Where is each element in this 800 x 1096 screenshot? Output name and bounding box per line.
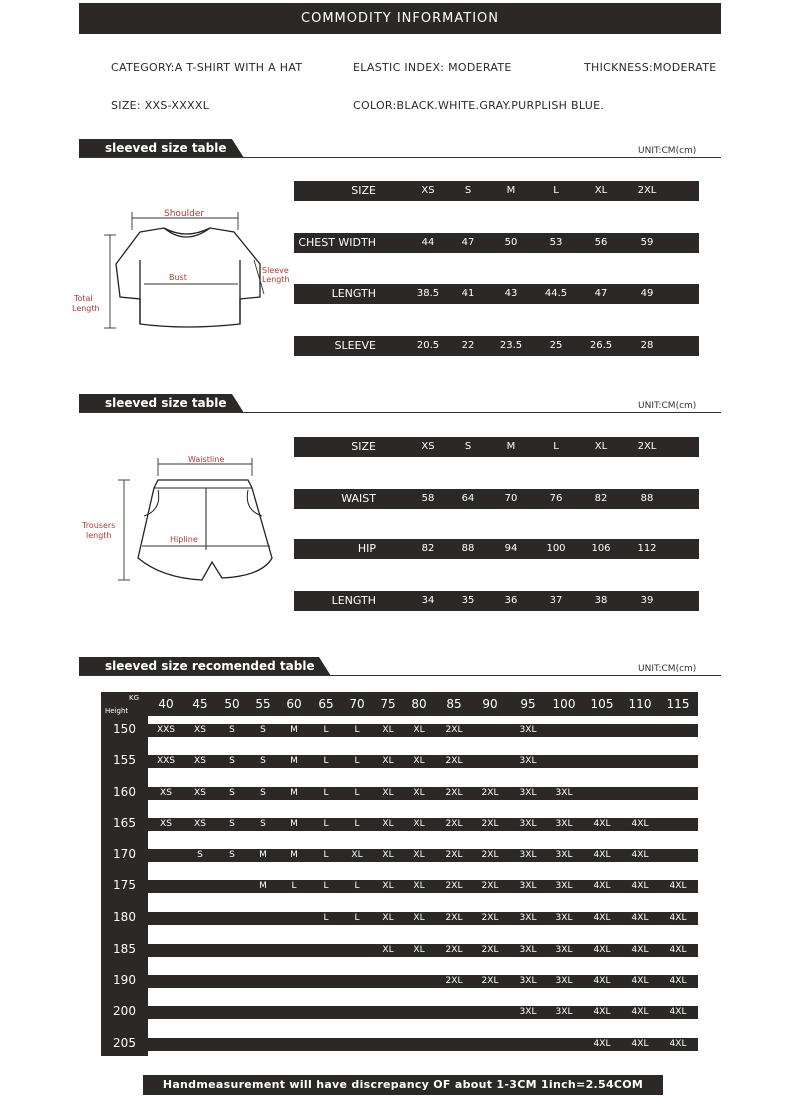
pants-size-cell: 88 bbox=[640, 493, 654, 504]
height-value: 155 bbox=[113, 753, 136, 767]
trousers-length-label-2: length bbox=[86, 531, 112, 540]
shirt-size-cell: M bbox=[506, 185, 516, 196]
recommend-cell: M bbox=[259, 850, 267, 860]
shirt-size-cell: 44 bbox=[421, 237, 435, 248]
recommend-cell: L bbox=[354, 881, 360, 891]
recommend-cell: XS bbox=[160, 819, 172, 829]
height-value: 150 bbox=[113, 722, 136, 736]
shirt-size-row bbox=[294, 181, 699, 201]
recommend-cell: M bbox=[259, 881, 267, 891]
pants-size-cell: 36 bbox=[504, 595, 518, 606]
shirt-size-row bbox=[294, 336, 699, 356]
recommend-row bbox=[148, 880, 698, 893]
shirt-size-cell: 43 bbox=[504, 288, 518, 299]
pants-size-cell: XS bbox=[421, 441, 435, 452]
recommend-cell: 4XL bbox=[631, 945, 649, 955]
shirt-section-title: sleeved size table bbox=[79, 139, 232, 158]
pants-size-row bbox=[294, 437, 699, 457]
recommend-cell: M bbox=[290, 756, 298, 766]
recommend-cell: 2XL bbox=[445, 913, 463, 923]
shirt-size-cell: S bbox=[464, 185, 472, 196]
recommend-cell: 4XL bbox=[593, 1039, 611, 1049]
recommend-cell: 2XL bbox=[445, 725, 463, 735]
pants-section-title: sleeved size table bbox=[79, 394, 232, 413]
pants-size-cell: 88 bbox=[461, 543, 475, 554]
shirt-size-cell: 25 bbox=[549, 340, 563, 351]
recommend-cell: 3XL bbox=[519, 819, 537, 829]
recommend-cell: 3XL bbox=[555, 788, 573, 798]
recommend-cell: XL bbox=[413, 850, 425, 860]
shirt-size-cell: 49 bbox=[640, 288, 654, 299]
recommend-cell: M bbox=[290, 788, 298, 798]
pants-size-cell: 35 bbox=[461, 595, 475, 606]
recommend-row bbox=[148, 1038, 698, 1051]
recommend-cell: 3XL bbox=[519, 976, 537, 986]
pants-size-cell: 94 bbox=[504, 543, 518, 554]
shirt-size-cell: 26.5 bbox=[589, 340, 613, 351]
recommend-cell: XS bbox=[194, 788, 206, 798]
weight-header-cell: 110 bbox=[628, 697, 652, 711]
shirt-size-cell: 59 bbox=[640, 237, 654, 248]
recommend-cell: L bbox=[323, 725, 329, 735]
recommend-cell: 3XL bbox=[519, 850, 537, 860]
info-color: COLOR:BLACK.WHITE.GRAY.PURPLISH BLUE. bbox=[353, 99, 605, 112]
recommend-row bbox=[148, 849, 698, 862]
recommend-cell: 4XL bbox=[669, 1007, 687, 1017]
shirt-size-cell: 47 bbox=[461, 237, 475, 248]
shirt-unit-label: UNIT:CM(cm) bbox=[638, 146, 697, 156]
pants-size-cell: 76 bbox=[549, 493, 563, 504]
weight-header-cell: 85 bbox=[446, 697, 462, 711]
pants-diagram bbox=[72, 450, 292, 590]
recommend-cell: XXS bbox=[156, 756, 176, 766]
recommend-cell: M bbox=[290, 850, 298, 860]
info-size: SIZE: XXS-XXXXL bbox=[111, 99, 210, 112]
recommend-cell: 4XL bbox=[631, 1007, 649, 1017]
weight-header-cell: 75 bbox=[380, 697, 396, 711]
recommend-cell: L bbox=[323, 756, 329, 766]
height-value: 180 bbox=[113, 910, 136, 924]
recommend-cell: 4XL bbox=[593, 819, 611, 829]
recommend-cell: L bbox=[323, 819, 329, 829]
recommend-cell: 2XL bbox=[445, 756, 463, 766]
height-value: 205 bbox=[113, 1036, 136, 1050]
recommend-cell: L bbox=[354, 725, 360, 735]
recommend-cell: XL bbox=[382, 881, 394, 891]
recommend-row bbox=[148, 724, 698, 737]
recommend-cell: 4XL bbox=[669, 881, 687, 891]
recommend-cell: XS bbox=[160, 788, 172, 798]
pants-size-cell: 82 bbox=[594, 493, 608, 504]
recommend-cell: XL bbox=[382, 756, 394, 766]
pants-size-cell: 100 bbox=[546, 543, 566, 554]
pants-size-cell: 58 bbox=[421, 493, 435, 504]
recommend-cell: 3XL bbox=[519, 945, 537, 955]
recommend-cell: 3XL bbox=[519, 788, 537, 798]
pants-size-cell: 37 bbox=[549, 595, 563, 606]
shirt-size-cell: 41 bbox=[461, 288, 475, 299]
shirt-size-cell: 2XL bbox=[637, 185, 657, 196]
recommend-cell: XS bbox=[194, 725, 206, 735]
height-value: 175 bbox=[113, 878, 136, 892]
info-elastic: ELASTIC INDEX: MODERATE bbox=[353, 61, 512, 74]
weight-header-cell: 50 bbox=[224, 697, 240, 711]
recommend-cell: 4XL bbox=[631, 850, 649, 860]
page-title: COMMODITY INFORMATION bbox=[79, 3, 721, 34]
shoulder-label: Shoulder bbox=[164, 209, 205, 219]
recommend-cell: XL bbox=[413, 913, 425, 923]
pants-size-row-label: SIZE bbox=[351, 440, 376, 453]
height-value: 185 bbox=[113, 942, 136, 956]
recommend-row bbox=[148, 755, 698, 768]
height-value: 165 bbox=[113, 816, 136, 830]
recommend-cell: 4XL bbox=[593, 1007, 611, 1017]
recommend-cell: 2XL bbox=[445, 850, 463, 860]
shirt-size-cell: 53 bbox=[549, 237, 563, 248]
weight-header-cell: 115 bbox=[666, 697, 690, 711]
recommend-row bbox=[148, 975, 698, 988]
weight-header-cell: 40 bbox=[158, 697, 174, 711]
info-category: CATEGORY:A T-SHIRT WITH A HAT bbox=[111, 61, 303, 74]
shirt-size-cell: 20.5 bbox=[416, 340, 440, 351]
recommend-cell: XL bbox=[351, 850, 363, 860]
recommend-cell: 2XL bbox=[481, 913, 499, 923]
height-value: 190 bbox=[113, 973, 136, 987]
pants-size-cell: 70 bbox=[504, 493, 518, 504]
waistline-label: Waistline bbox=[188, 455, 225, 464]
shirt-size-row-label: CHEST WIDTH bbox=[298, 236, 376, 249]
recommend-unit-label: UNIT:CM(cm) bbox=[638, 664, 697, 674]
recommend-section-title: sleeved size recomended table bbox=[79, 657, 319, 676]
recommend-cell: XL bbox=[413, 881, 425, 891]
recommend-cell: S bbox=[260, 725, 266, 735]
recommend-cell: XL bbox=[413, 756, 425, 766]
recommend-cell: XL bbox=[382, 819, 394, 829]
recommend-cell: 3XL bbox=[519, 913, 537, 923]
pants-section-divider bbox=[79, 412, 721, 413]
pants-size-cell: S bbox=[464, 441, 472, 452]
recommend-cell: 3XL bbox=[555, 1007, 573, 1017]
weight-header-cell: 65 bbox=[318, 697, 334, 711]
pants-size-cell: XL bbox=[594, 441, 608, 452]
recommend-cell: S bbox=[229, 788, 235, 798]
weight-header-cell: 100 bbox=[552, 697, 576, 711]
recommend-cell: 2XL bbox=[481, 945, 499, 955]
recommend-cell: 4XL bbox=[669, 913, 687, 923]
recommend-cell: XL bbox=[413, 788, 425, 798]
recommend-section-divider bbox=[79, 675, 721, 676]
recommend-cell: L bbox=[323, 850, 329, 860]
recommend-cell: M bbox=[290, 725, 298, 735]
recommend-cell: M bbox=[290, 819, 298, 829]
shirt-size-cell: 47 bbox=[594, 288, 608, 299]
recommend-cell: 3XL bbox=[555, 976, 573, 986]
shirt-size-cell: 28 bbox=[640, 340, 654, 351]
shirt-size-row bbox=[294, 233, 699, 253]
trousers-length-label-1: Trousers bbox=[82, 521, 116, 530]
shirt-size-cell: XL bbox=[594, 185, 608, 196]
recommend-row bbox=[148, 787, 698, 800]
pants-size-cell: L bbox=[553, 441, 559, 452]
recommend-cell: 4XL bbox=[669, 945, 687, 955]
recommend-cell: L bbox=[354, 788, 360, 798]
recommend-cell: L bbox=[291, 881, 297, 891]
bust-label: Bust bbox=[169, 273, 187, 282]
recommend-cell: L bbox=[323, 881, 329, 891]
recommend-cell: S bbox=[229, 819, 235, 829]
pants-size-row-label: HIP bbox=[357, 542, 376, 555]
recommend-cell: XS bbox=[194, 819, 206, 829]
recommend-cell: L bbox=[323, 913, 329, 923]
recommend-cell: 3XL bbox=[519, 881, 537, 891]
recommend-row bbox=[148, 944, 698, 957]
sleeve-label-2: Length bbox=[262, 275, 290, 284]
recommend-cell: S bbox=[260, 819, 266, 829]
recommend-cell: 3XL bbox=[555, 913, 573, 923]
recommend-cell: 2XL bbox=[481, 819, 499, 829]
height-value: 170 bbox=[113, 847, 136, 861]
recommend-cell: 3XL bbox=[555, 819, 573, 829]
pants-size-row bbox=[294, 489, 699, 509]
recommend-cell: XS bbox=[194, 756, 206, 766]
info-thickness: THICKNESS:MODERATE bbox=[584, 61, 717, 74]
recommend-cell: XL bbox=[382, 788, 394, 798]
recommend-cell: 4XL bbox=[593, 913, 611, 923]
pants-size-row bbox=[294, 591, 699, 611]
shirt-section-divider bbox=[79, 157, 721, 158]
recommend-cell: 4XL bbox=[631, 976, 649, 986]
shirt-size-cell: 22 bbox=[461, 340, 475, 351]
recommend-cell: 3XL bbox=[519, 725, 537, 735]
recommend-cell: 2XL bbox=[445, 881, 463, 891]
height-label: Height bbox=[105, 707, 129, 715]
recommend-cell: L bbox=[354, 913, 360, 923]
recommend-cell: 4XL bbox=[669, 976, 687, 986]
recommend-cell: XL bbox=[382, 850, 394, 860]
recommend-cell: S bbox=[229, 850, 235, 860]
recommend-cell: L bbox=[354, 819, 360, 829]
shirt-size-cell: 23.5 bbox=[499, 340, 523, 351]
recommend-cell: 2XL bbox=[481, 788, 499, 798]
recommend-cell: 4XL bbox=[669, 1039, 687, 1049]
shirt-size-cell: 56 bbox=[594, 237, 608, 248]
weight-header-cell: 45 bbox=[192, 697, 208, 711]
recommend-cell: XL bbox=[382, 913, 394, 923]
recommend-cell: 4XL bbox=[631, 819, 649, 829]
recommend-cell: 4XL bbox=[593, 850, 611, 860]
recommend-cell: 4XL bbox=[593, 945, 611, 955]
pants-unit-label: UNIT:CM(cm) bbox=[638, 401, 697, 411]
recommend-cell: 2XL bbox=[445, 945, 463, 955]
weight-header-cell: 105 bbox=[590, 697, 614, 711]
total-length-label-2: Length bbox=[72, 304, 100, 313]
pants-size-cell: 112 bbox=[637, 543, 657, 554]
shirt-size-cell: 38.5 bbox=[416, 288, 440, 299]
shirt-size-row-label: SLEEVE bbox=[334, 339, 376, 352]
recommend-cell: XL bbox=[413, 819, 425, 829]
recommend-row bbox=[148, 818, 698, 831]
pants-size-cell: M bbox=[506, 441, 516, 452]
recommend-row bbox=[148, 1006, 698, 1019]
weight-header-cell: 90 bbox=[482, 697, 498, 711]
recommend-cell: XL bbox=[413, 725, 425, 735]
pants-size-cell: 38 bbox=[594, 595, 608, 606]
recommend-cell: XL bbox=[413, 945, 425, 955]
recommend-cell: XXS bbox=[156, 725, 176, 735]
recommend-cell: S bbox=[197, 850, 203, 860]
weight-header-cell: 80 bbox=[411, 697, 427, 711]
recommend-cell: 2XL bbox=[481, 881, 499, 891]
recommend-cell: XL bbox=[382, 725, 394, 735]
pants-size-cell: 82 bbox=[421, 543, 435, 554]
recommend-cell: 3XL bbox=[555, 850, 573, 860]
shirt-size-cell: 44.5 bbox=[544, 288, 568, 299]
pants-size-row-label: LENGTH bbox=[331, 594, 376, 607]
recommend-cell: 3XL bbox=[519, 756, 537, 766]
height-value: 160 bbox=[113, 785, 136, 799]
recommend-cell: 4XL bbox=[631, 881, 649, 891]
height-value: 200 bbox=[113, 1004, 136, 1018]
recommend-cell: 4XL bbox=[631, 913, 649, 923]
weight-header-cell: 55 bbox=[255, 697, 271, 711]
shirt-size-row-label: SIZE bbox=[351, 184, 376, 197]
recommend-cell: 4XL bbox=[593, 976, 611, 986]
pants-size-cell: 64 bbox=[461, 493, 475, 504]
pants-size-cell: 34 bbox=[421, 595, 435, 606]
recommend-cell: 3XL bbox=[555, 945, 573, 955]
sleeve-label-1: Sleeve bbox=[262, 266, 289, 275]
weight-header-cell: 95 bbox=[520, 697, 536, 711]
shirt-diagram bbox=[68, 200, 298, 340]
recommend-cell: S bbox=[260, 788, 266, 798]
recommend-cell: 2XL bbox=[445, 819, 463, 829]
pants-size-cell: 39 bbox=[640, 595, 654, 606]
kg-label: KG bbox=[129, 694, 140, 702]
shirt-size-row bbox=[294, 284, 699, 304]
recommend-cell: 2XL bbox=[481, 976, 499, 986]
recommend-cell: 2XL bbox=[481, 850, 499, 860]
weight-header-cell: 60 bbox=[286, 697, 302, 711]
recommend-cell: L bbox=[354, 756, 360, 766]
pants-size-row bbox=[294, 539, 699, 559]
pants-size-cell: 2XL bbox=[637, 441, 657, 452]
recommend-cell: S bbox=[260, 756, 266, 766]
shirt-size-cell: L bbox=[553, 185, 559, 196]
hipline-label: Hipline bbox=[170, 535, 198, 544]
recommend-cell: XL bbox=[382, 945, 394, 955]
weight-header-row bbox=[101, 692, 698, 716]
recommend-cell: S bbox=[229, 725, 235, 735]
shirt-size-cell: XS bbox=[421, 185, 435, 196]
recommend-cell: 3XL bbox=[555, 881, 573, 891]
recommend-cell: 4XL bbox=[593, 881, 611, 891]
weight-header-cell: 70 bbox=[349, 697, 365, 711]
recommend-row bbox=[148, 912, 698, 925]
recommend-cell: 2XL bbox=[445, 976, 463, 986]
pants-size-row-label: WAIST bbox=[341, 492, 376, 505]
recommend-cell: 2XL bbox=[445, 788, 463, 798]
recommend-cell: 3XL bbox=[519, 1007, 537, 1017]
pants-size-cell: 106 bbox=[591, 543, 611, 554]
recommend-cell: 4XL bbox=[631, 1039, 649, 1049]
total-length-label-1: Total bbox=[74, 294, 93, 303]
shirt-size-cell: 50 bbox=[504, 237, 518, 248]
recommend-cell: L bbox=[323, 788, 329, 798]
footer-note: Handmeasurement will have discrepancy OF about 1-3CM 1inch=2.54COM bbox=[143, 1075, 663, 1095]
recommend-cell: S bbox=[229, 756, 235, 766]
shirt-size-row-label: LENGTH bbox=[331, 287, 376, 300]
